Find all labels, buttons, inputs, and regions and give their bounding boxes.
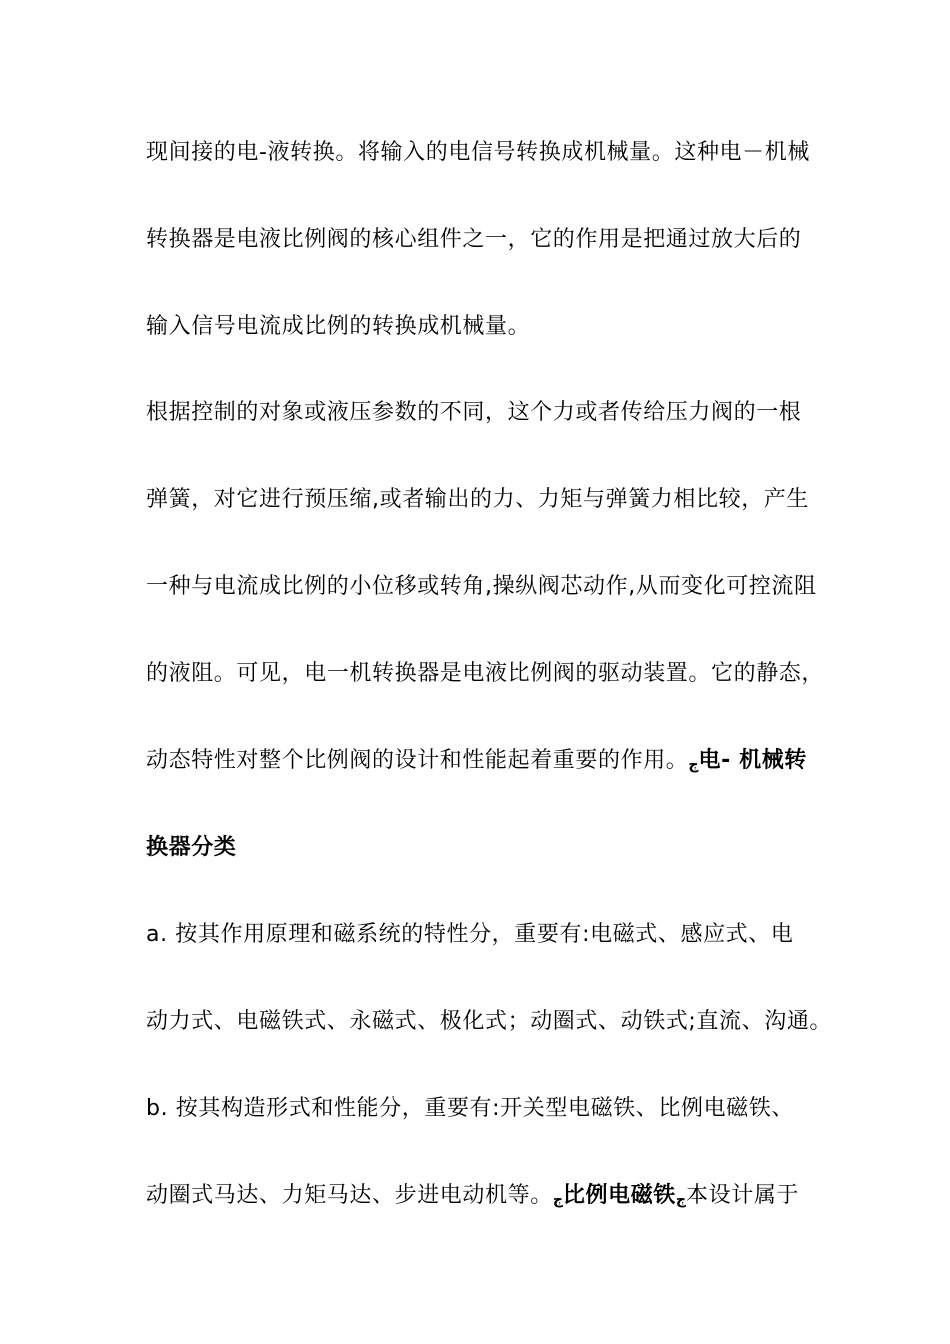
- paragraph-line-5: 弹簧，对它进行预压缩,或者输出的力、力矩与弹簧力相比较，产生: [146, 487, 809, 512]
- paragraph-line-3: 输入信号电流成比例的转换成机械量。: [146, 314, 531, 339]
- paragraph-line-4: 根据控制的对象或液压参数的不同，这个力或者传给压力阀的一根: [146, 400, 802, 425]
- subsection-heading: 比例电磁铁: [562, 1183, 676, 1208]
- paragraph-line-6: 一种与电流成比例的小位移或转角,操纵阀芯动作,从而变化可控流阻: [146, 574, 817, 599]
- paragraph-line-7: 的液阻。可见，电一机转换器是电液比例阀的驱动装置。它的静态，: [146, 661, 825, 686]
- list-item-b-line-1: b. 按其构造形式和性能分，重要有:开关型电磁铁、比例电磁铁、: [146, 1096, 794, 1121]
- paragraph-line-1: 现间接的电-液转换。将输入的电信号转换成机械量。这种电－机械: [146, 140, 810, 165]
- list-item-a-line-2: 动力式、电磁铁式、永磁式、极化式；动圈式、动铁式;直流、沟通。: [146, 1009, 833, 1034]
- list-item-b-line-2-tail: 本设计属于: [686, 1183, 800, 1208]
- inline-marker: ڄ: [688, 757, 699, 773]
- inline-marker: ڄ: [552, 1192, 563, 1208]
- section-heading-end: 换器分类: [146, 835, 237, 860]
- paragraph-line-2: 转换器是电液比例阀的核心组件之一，它的作用是把通过放大后的: [146, 227, 802, 252]
- list-item-b-line-2: [146, 1181, 826, 1213]
- list-item-a-line-1: a. 按其作用原理和磁系统的特性分，重要有:电磁式、感应式、电: [146, 922, 794, 947]
- list-item-b-line-2-text: 动圈式马达、力矩马达、步进电动机等。: [146, 1183, 553, 1208]
- paragraph-line-8-text: 动态特性对整个比例阀的设计和性能起着重要的作用。: [146, 748, 689, 773]
- section-heading-start: 电- 机械转: [698, 748, 807, 773]
- inline-marker: ڄ: [675, 1192, 687, 1208]
- paragraph-line-8: [146, 746, 826, 778]
